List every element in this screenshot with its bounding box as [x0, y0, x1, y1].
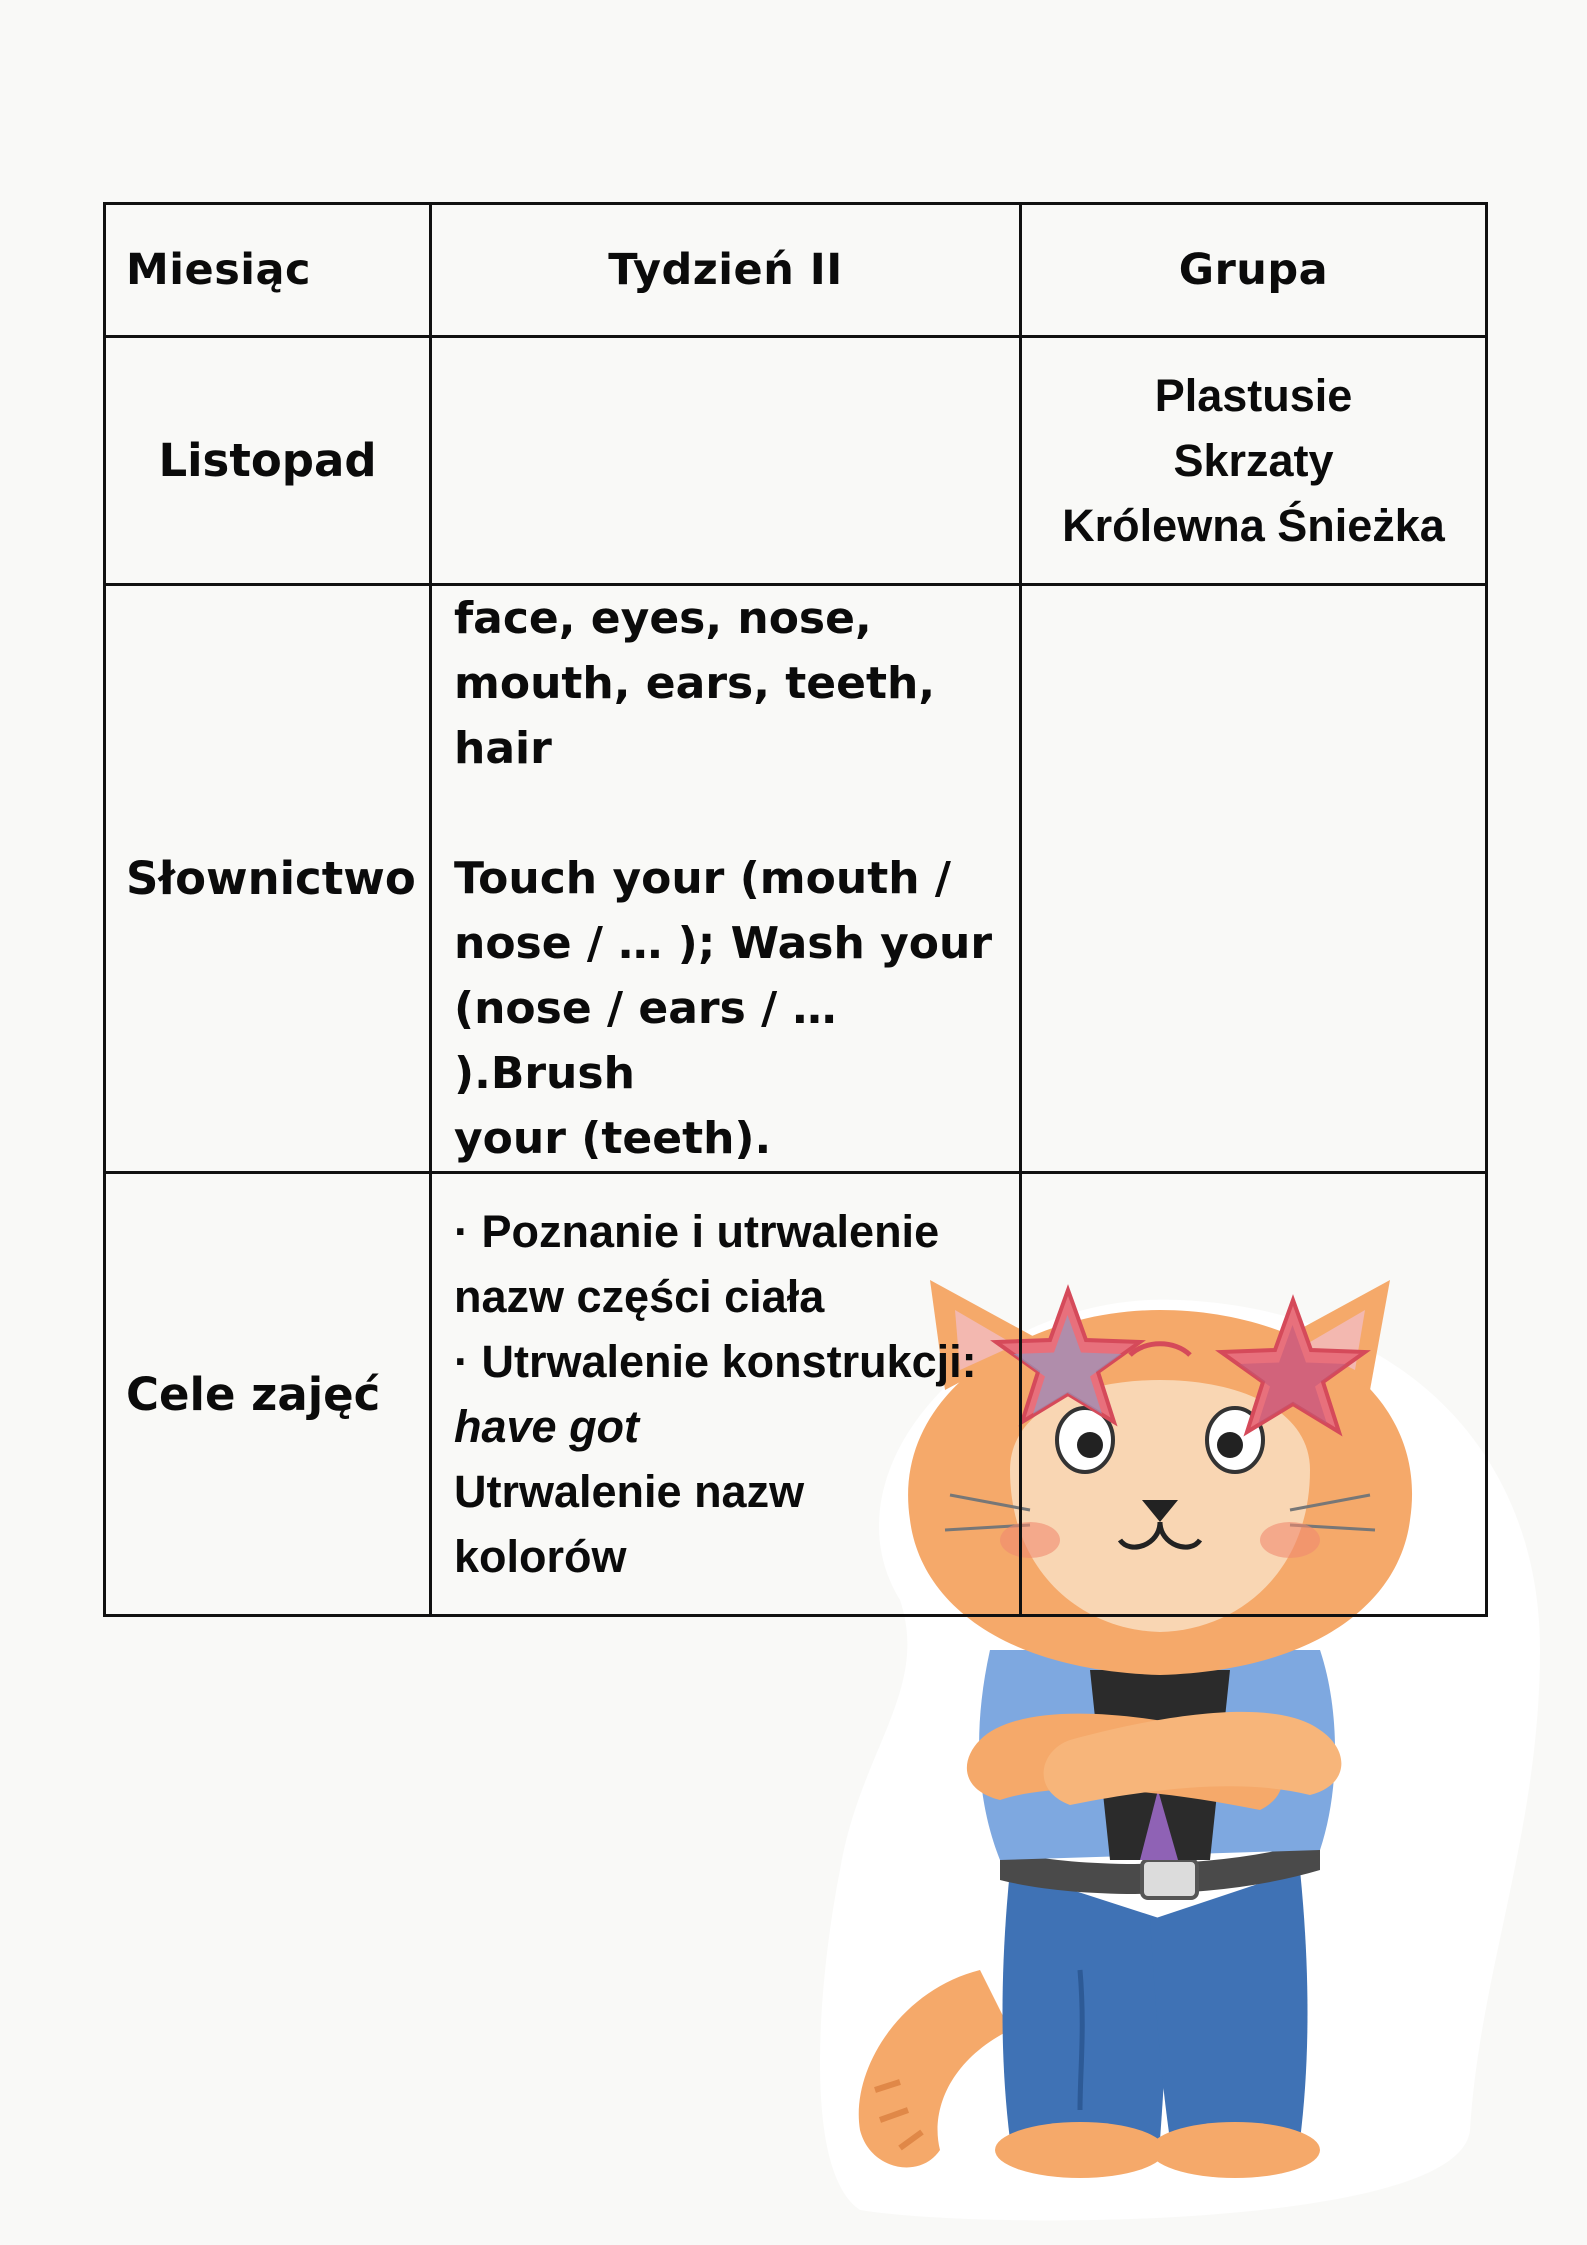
vocab-phrase-line: your (teeth).: [454, 1113, 772, 1164]
month-value: Listopad: [105, 337, 431, 585]
goal-line: nazw części ciała: [454, 1271, 825, 1322]
vocabulary-label: Słownictwo: [105, 585, 431, 1173]
week-header: Tydzień II: [431, 204, 1021, 337]
vocab-phrase-line: (nose / ears / … ).Brush: [454, 983, 837, 1099]
vocabulary-content: [431, 585, 1021, 1173]
goal-line: Utrwalenie nazw: [454, 1466, 805, 1517]
goal-line: · Utrwalenie konstrukcji:: [454, 1336, 977, 1387]
group-header: Grupa: [1021, 204, 1487, 337]
group-name: Skrzaty: [1173, 435, 1334, 486]
vocab-words-line: hair: [454, 723, 552, 774]
group-name: Królewna Śnieżka: [1062, 500, 1445, 551]
vocab-words-line: face, eyes, nose,: [454, 593, 872, 644]
vocabulary-notes: [1021, 585, 1487, 1173]
vocab-phrase-line: nose / … ); Wash your: [454, 918, 993, 969]
vocabulary-row: [105, 585, 1487, 1173]
lesson-plan-table: [103, 202, 1488, 1617]
group-name: Plastusie: [1154, 370, 1353, 421]
goals-content: [431, 1173, 1021, 1616]
month-row: [105, 337, 1487, 585]
goals-label: Cele zajęć: [105, 1173, 431, 1616]
vocab-words-line: mouth, ears, teeth,: [454, 658, 936, 709]
month-header: Miesiąc: [105, 204, 431, 337]
paragraph-gap: [454, 781, 999, 846]
week-value: [431, 337, 1021, 585]
table-header-row: [105, 204, 1487, 337]
goal-line: kolorów: [454, 1531, 627, 1582]
goals-row: [105, 1173, 1487, 1616]
goals-notes: [1021, 1173, 1487, 1616]
groups-cell: [1021, 337, 1487, 585]
goal-line-italic: have got: [454, 1401, 640, 1452]
goal-line: · Poznanie i utrwalenie: [454, 1206, 940, 1257]
vocab-phrase-line: Touch your (mouth /: [454, 853, 951, 904]
